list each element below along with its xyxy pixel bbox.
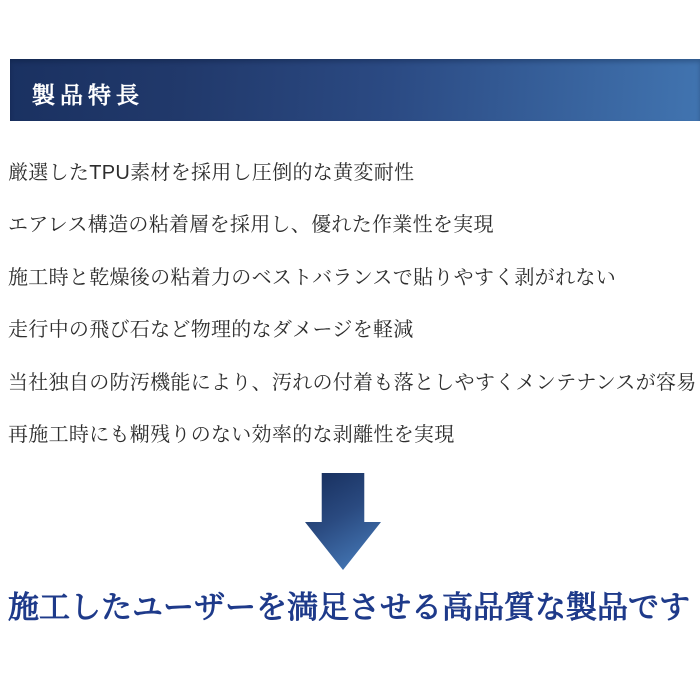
feature-item: 厳選したTPU素材を採用し圧倒的な黄変耐性 (8, 161, 415, 184)
feature-item: 再施工時にも糊残りのない効率的な剥離性を実現 (8, 424, 455, 447)
down-arrow-icon (305, 473, 381, 570)
feature-item: エアレス構造の粘着層を採用し、優れた作業性を実現 (8, 214, 494, 237)
section-title: 製品特長 (32, 83, 144, 108)
conclusion-text: 施工したユーザーを満足させる高品質な製品です (8, 590, 690, 625)
feature-item: 当社独自の防汚機能により、汚れの付着も落としやすくメンテナンスが容易 (8, 371, 697, 394)
feature-list (8, 144, 700, 459)
section-header-bar (10, 59, 700, 121)
feature-item: 施工時と乾燥後の粘着力のベストバランスで貼りやすく剥がれない (8, 266, 616, 289)
feature-item: 走行中の飛び石など物理的なダメージを軽減 (8, 319, 414, 342)
